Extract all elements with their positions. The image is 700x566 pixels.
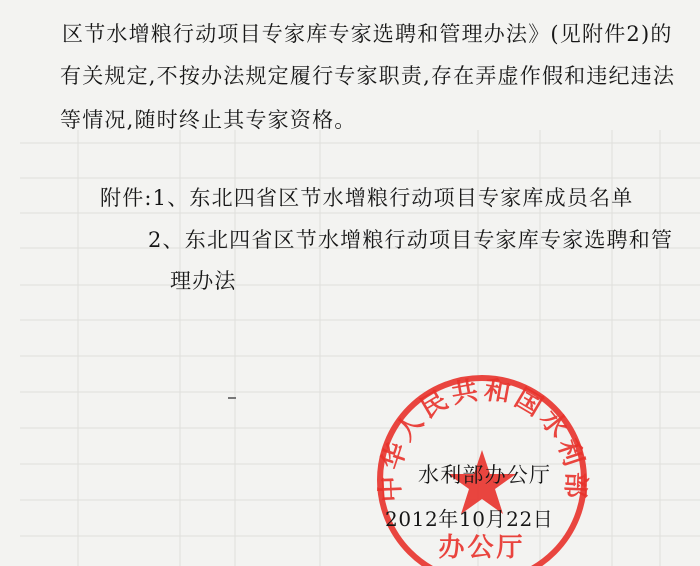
attachment-item-2: 2、东北四省区节水增粮行动项目专家库专家选聘和管 [148,228,674,252]
svg-text:办公厅: 办公厅 [438,533,526,563]
attachment-item-1: 附件:1、东北四省区节水增粮行动项目专家库成员名单 [100,186,634,210]
issue-date: 2012年10月22日 [385,507,554,531]
body-line-3: 等情况,随时终止其专家资格。 [60,108,357,132]
body-line-2: 有关规定,不按办法规定履行专家职责,存在弄虚作假和违纪违法 [60,64,676,88]
issuer-signature: 水利部办公厅 [418,463,552,487]
stray-mark [228,397,236,399]
svg-text:中华人民共和国水利部: 中华人民共和国水利部 [375,375,591,503]
body-line-1: 区节水增粮行动项目专家库专家选聘和管理办法》(见附件2)的 [62,22,673,46]
attachment-item-2-continued: 理办法 [170,269,237,293]
